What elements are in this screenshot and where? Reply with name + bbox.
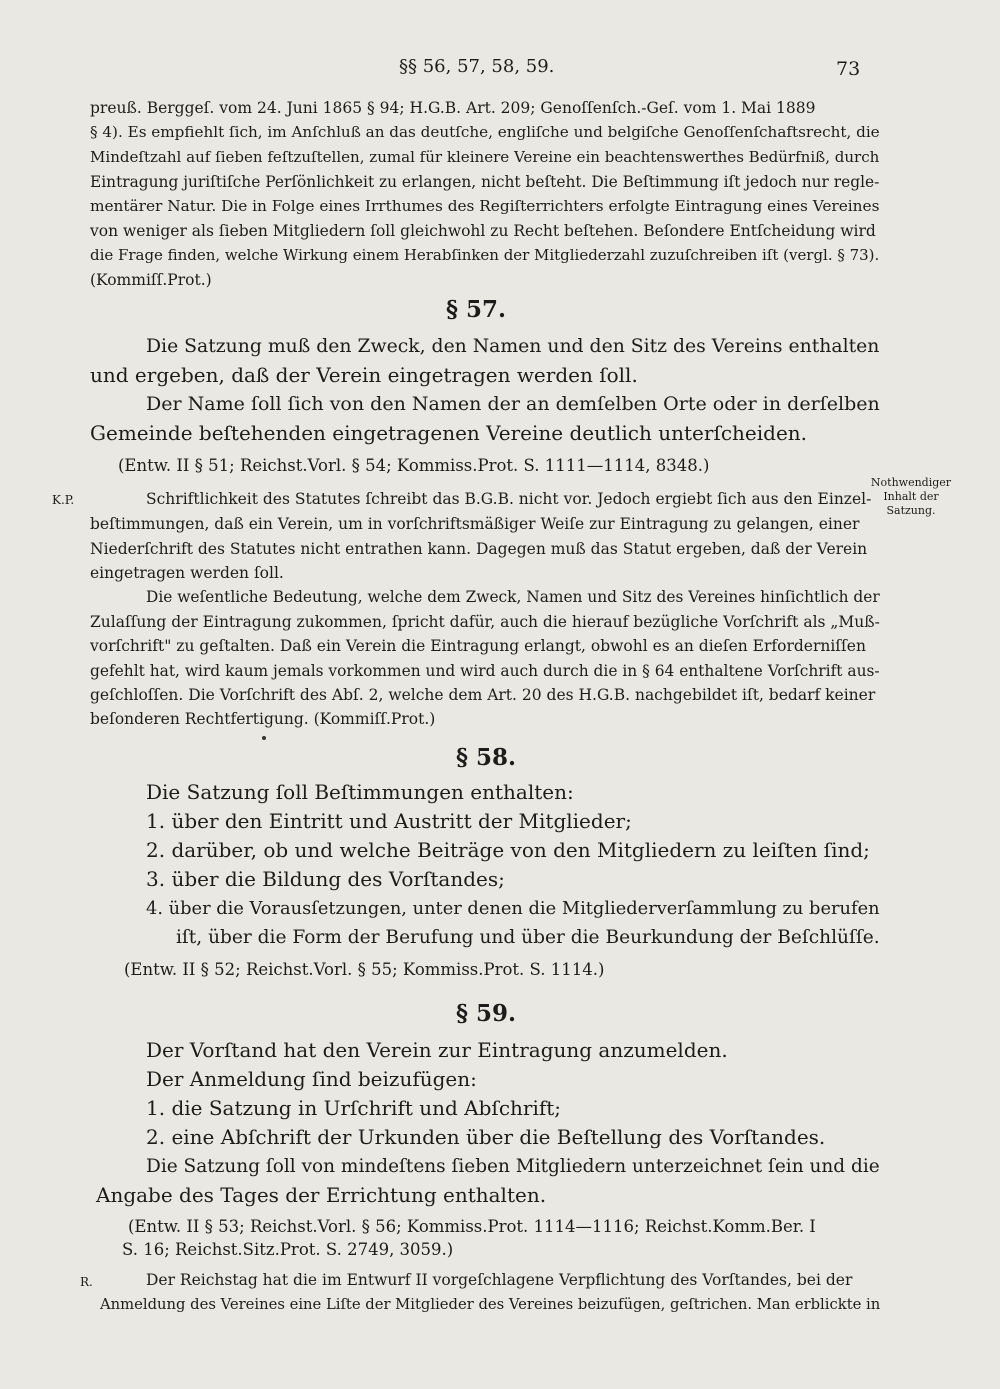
text-line: Anmeldung des Vereines eine Liſte der Mitglieder des Vereines beizufügen, geſtrichen. Man erblickte in <box>100 1296 881 1313</box>
text-line: gefehlt hat, wird kaum jemals vorkommen und wird auch durch die in § 64 enthaltene Vorſchrift aus- <box>90 662 880 680</box>
text-line: geſchloſſen. Die Vorſchrift des Abſ. 2, welche dem Art. 20 des H.G.B. nachgebildet iſt, bedarf keiner <box>90 686 876 704</box>
law-line: iſt, über die Form der Berufung und über die Beurkundung der Beſchlüſſe. <box>176 927 880 948</box>
text-line: die Frage finden, welche Wirkung einem Herabſinken der Mitgliederzahl zuzuſchreiben iſt (vergl. § 73). <box>90 246 880 264</box>
law-line: 3. über die Bildung des Vorſtandes; <box>146 867 505 891</box>
text-line: Eintragung juriſtiſche Perſönlichkeit zu erlangen, nicht beſteht. Die Beſtimmung iſt jedoch nur regle- <box>90 173 880 191</box>
law-line: 1. die Satzung in Urſchrift und Abſchrift; <box>146 1096 562 1120</box>
citation-line: S. 16; Reichst.Sitz.Prot. S. 2749, 3059.) <box>122 1240 454 1259</box>
margin-note-line: Inhalt der <box>883 490 939 503</box>
text-line: von weniger als ſieben Mitgliedern ſoll gleichwohl zu Recht beſtehen. Beſondere Entſcheidung wird <box>90 222 876 240</box>
text-line: Schriftlichkeit des Statutes ſchreibt das B.G.B. nicht vor. Jedoch ergiebt ſich aus den Einzel- <box>146 490 872 508</box>
law-line: Die Satzung ſoll von mindeſtens ſieben Mitgliedern unterzeichnet ſein und die <box>146 1156 880 1177</box>
law-line: Der Name ſoll ſich von den Namen der an demſelben Orte oder in derſelben <box>146 393 880 415</box>
margin-label-kp: K.P. <box>52 493 75 507</box>
law-line: Die Satzung muß den Zweck, den Namen und den Sitz des Vereins enthalten <box>146 336 880 357</box>
law-line: und ergeben, daß der Verein eingetragen werden ſoll. <box>90 363 638 387</box>
text-line: preuß. Berggeſ. vom 24. Juni 1865 § 94; H.G.B. Art. 209; Genoſſenſch.-Geſ. vom 1. Mai 1889 <box>90 99 816 117</box>
text-line: Zulaſſung der Eintragung zukommen, ſpricht dafür, auch die hierauf bezügliche Vorſchrift als „Muß- <box>90 613 880 631</box>
law-line: 2. darüber, ob und welche Beiträge von den Mitgliedern zu leiſten ſind; <box>146 838 870 862</box>
law-line: 2. eine Abſchrift der Urkunden über die Beſtellung des Vorſtandes. <box>146 1125 826 1149</box>
law-line: Gemeinde beſtehenden eingetragenen Vereine deutlich unterſcheiden. <box>90 421 808 445</box>
citation-57: (Entw. II § 51; Reichst.Vorl. § 54; Kommiss.Prot. S. 1111—1114, 8348.) <box>118 456 710 475</box>
citation-line: (Entw. II § 53; Reichst.Vorl. § 56; Kommiss.Prot. 1114—1116; Reichst.Komm.Ber. I <box>128 1217 816 1236</box>
text-line: mentärer Natur. Die in Folge eines Irrthumes des Regiſterrichters erfolgte Eintragung eines Vereines <box>90 197 880 215</box>
text-line: § 4). Es empfiehlt ſich, im Anſchluß an das deutſche, engliſche und belgiſche Genoſſenſchaftsrecht, die <box>90 123 880 141</box>
running-header: §§ 56, 57, 58, 59. <box>399 56 555 77</box>
page-number: 73 <box>836 58 861 80</box>
margin-note-line: Satzung. <box>886 504 936 517</box>
text-line: Die weſentliche Bedeutung, welche dem Zweck, Namen und Sitz des Vereines hinſichtlich der <box>146 588 880 606</box>
law-line: 1. über den Eintritt und Austritt der Mitglieder; <box>146 809 632 833</box>
section-heading-57: § 57. <box>446 296 507 323</box>
section-heading-58: § 58. <box>456 744 517 771</box>
law-line: Der Anmeldung ſind beizufügen: <box>146 1067 477 1091</box>
text-line: Mindeſtzahl auf ſieben feſtzuſtellen, zumal für kleinere Vereine ein beachtenswerthes Bedürfniß, durch <box>90 148 880 166</box>
law-line: Angabe des Tages der Errichtung enthalten. <box>96 1183 547 1207</box>
margin-note <box>866 476 956 518</box>
text-line: beſtimmungen, daß ein Verein, um in vorſchriftsmäßiger Weiſe zur Eintragung zu gelangen, einer <box>90 515 860 533</box>
text-line: beſonderen Rechtfertigung. (Kommiſſ.Prot.) <box>90 710 436 728</box>
section-heading-59: § 59. <box>456 1000 517 1027</box>
text-line: Niederſchrift des Statutes nicht entrathen kann. Dagegen muß das Statut ergeben, daß der Verein <box>90 540 868 558</box>
text-line: eingetragen werden ſoll. <box>90 564 284 582</box>
text-line: Der Reichstag hat die im Entwurf II vorgeſchlagene Verpflichtung des Vorſtandes, bei der <box>146 1271 853 1289</box>
margin-label-r: R. <box>80 1275 93 1289</box>
margin-note-line: Nothwendiger <box>870 476 952 489</box>
text-line: (Kommiſſ.Prot.) <box>90 271 212 289</box>
text-line: vorſchrift" zu geſtalten. Daß ein Verein die Eintragung erlangt, obwohl es an dieſen Erforderniſſen <box>90 637 866 655</box>
ink-speck <box>262 736 266 740</box>
citation-58: (Entw. II § 52; Reichst.Vorl. § 55; Kommiss.Prot. S. 1114.) <box>124 960 605 979</box>
law-line: Die Satzung ſoll Beſtimmungen enthalten: <box>146 780 574 804</box>
law-line: Der Vorſtand hat den Verein zur Eintragung anzumelden. <box>146 1038 728 1062</box>
law-line: 4. über die Vorausſetzungen, unter denen die Mitgliederverſammlung zu berufen <box>146 898 880 919</box>
